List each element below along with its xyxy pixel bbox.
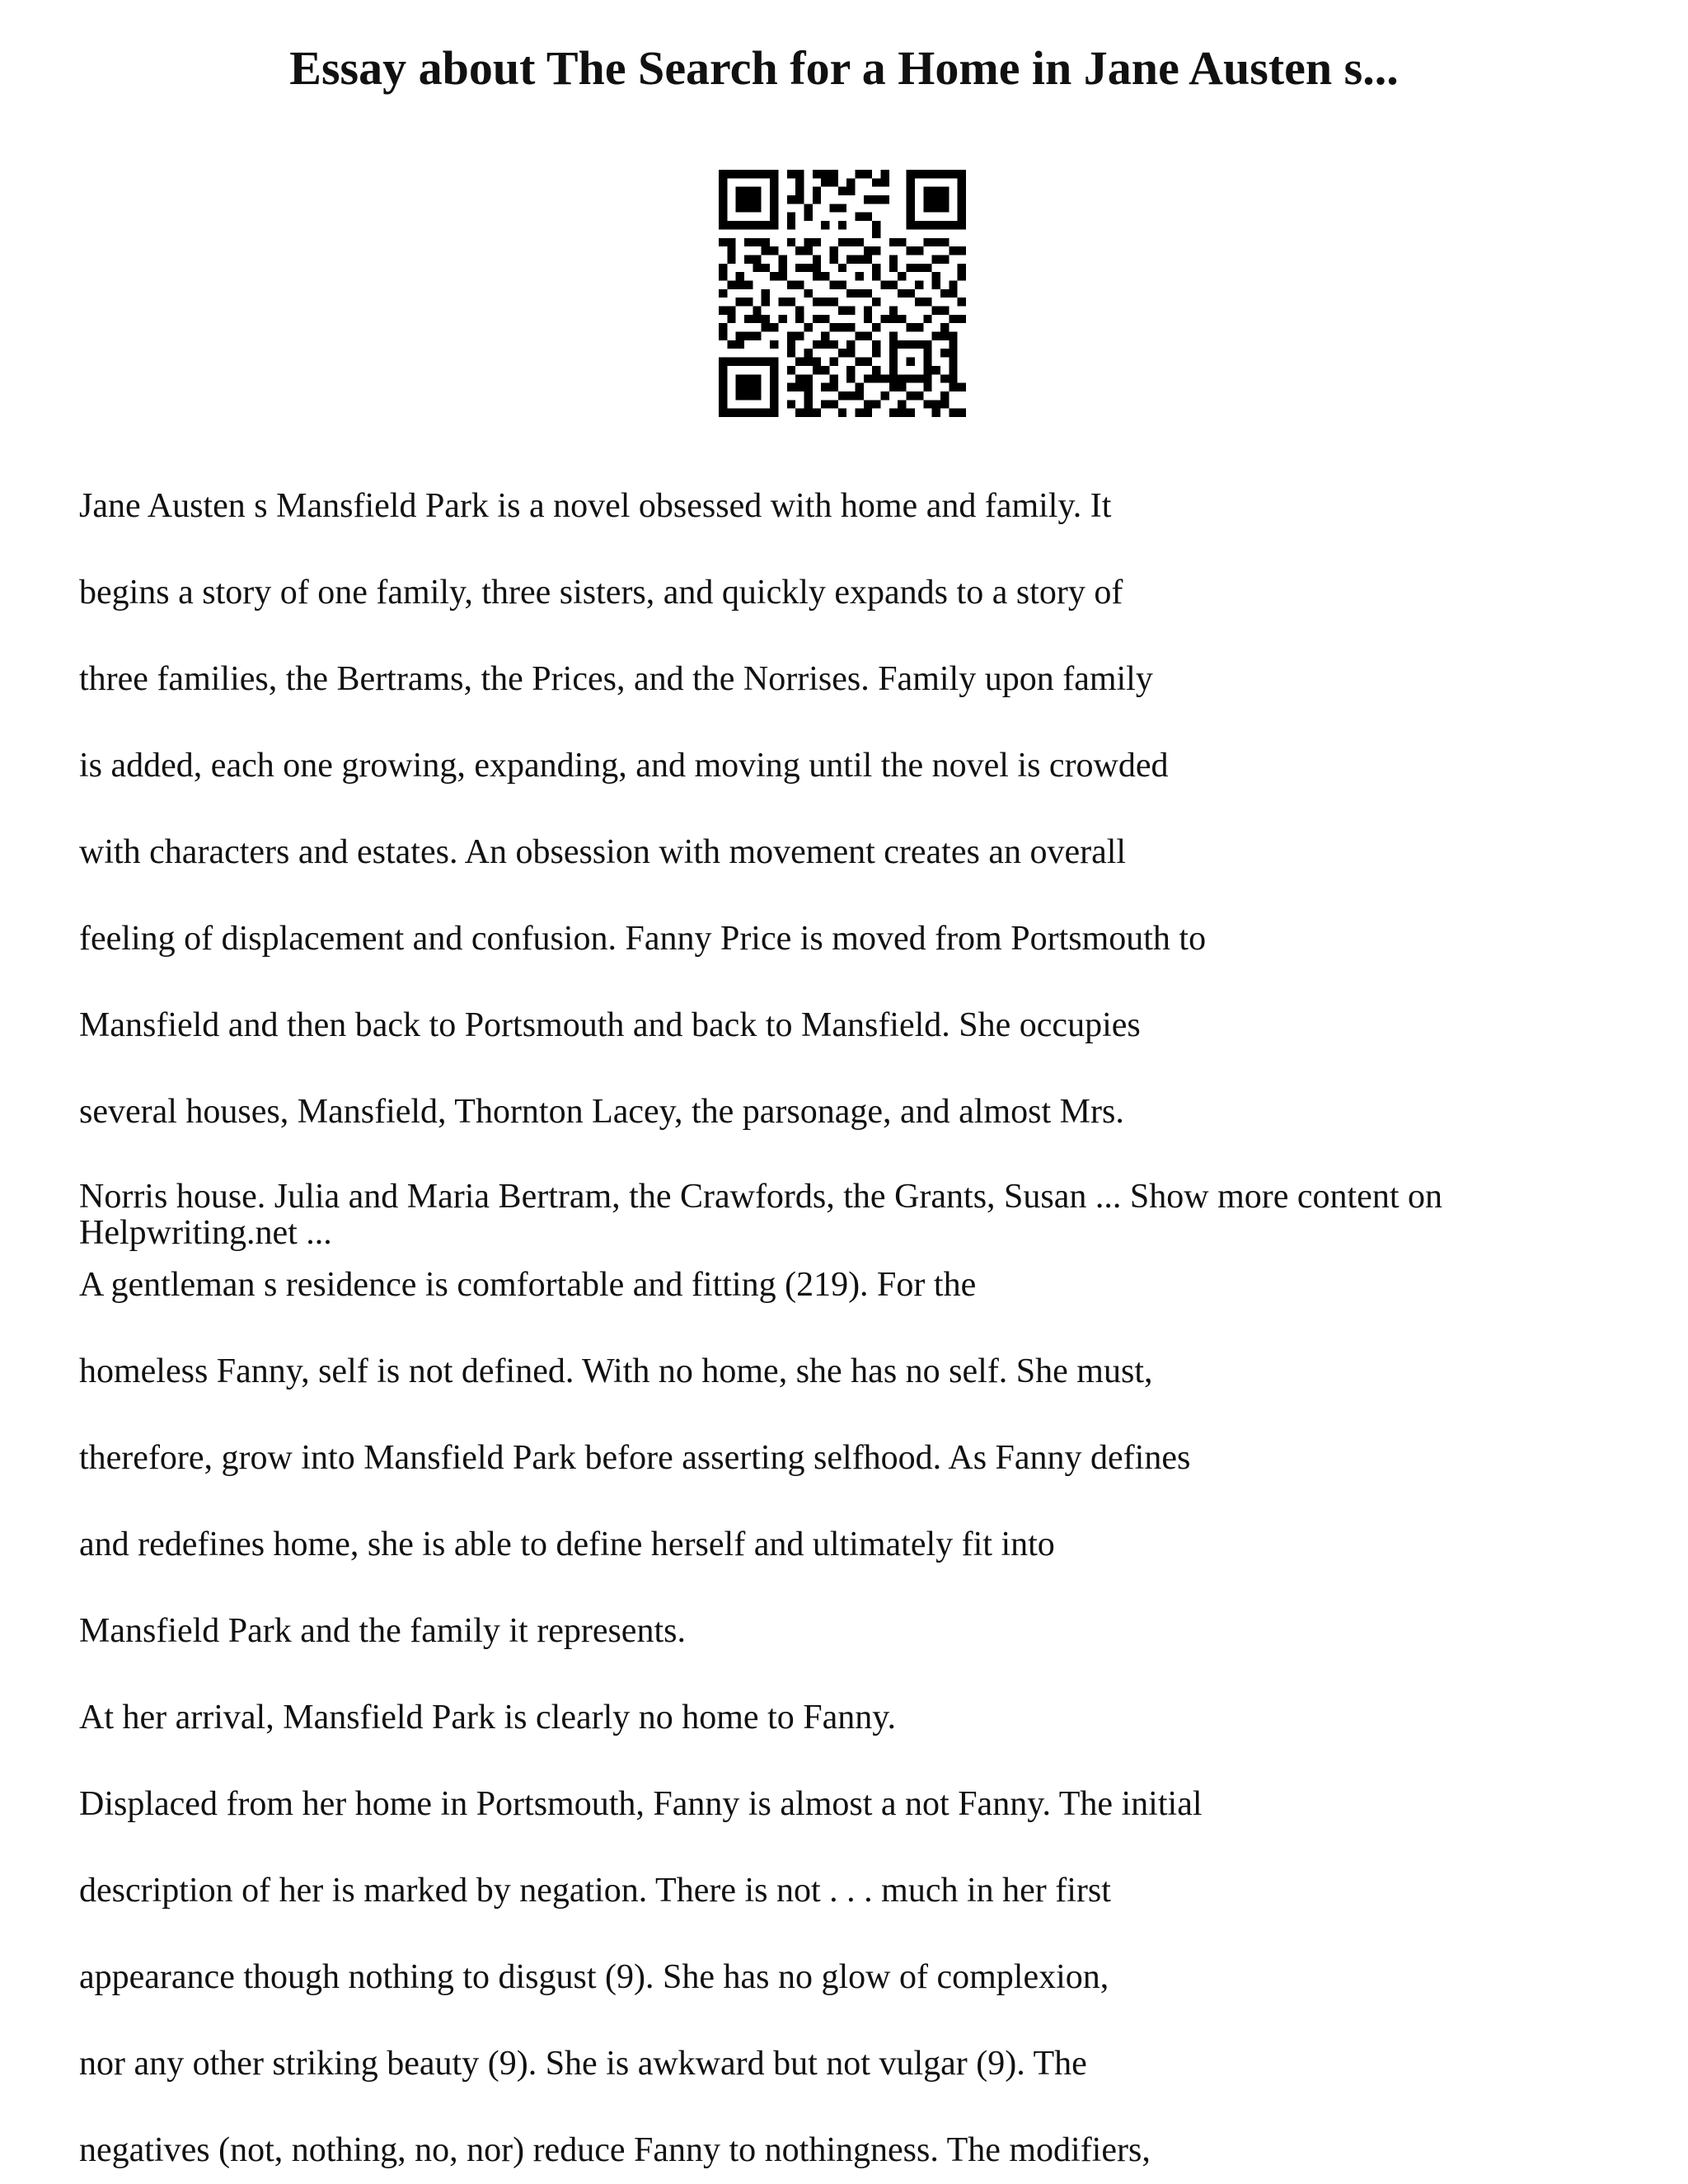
body-line: with characters and estates. An obsession with movement creates an overall xyxy=(79,833,1127,871)
body-line: feeling of displacement and confusion. Fanny Price is moved from Portsmouth to xyxy=(79,920,1207,958)
body-line: appearance though nothing to disgust (9). She has no glow of complexion, xyxy=(79,1958,1109,1996)
body-line: Mansfield and then back to Portsmouth and back to Mansfield. She occupies xyxy=(79,1006,1141,1044)
body-line-show-more: Norris house. Julia and Maria Bertram, the Crawfords, the Grants, Susan ... Show more content on Helpwriting.net ... xyxy=(79,1178,1442,1252)
body-line: description of her is marked by negation. There is not . . . much in her first xyxy=(79,1872,1111,1910)
body-line: and redefines home, she is able to define herself and ultimately fit into xyxy=(79,1526,1055,1563)
page-title: Essay about The Search for a Home in Jane Austen s... xyxy=(289,41,1399,95)
body-line: several houses, Mansfield, Thornton Lacey, the parsonage, and almost Mrs. xyxy=(79,1093,1124,1131)
body-line: begins a story of one family, three sisters, and quickly expands to a story of xyxy=(79,574,1123,612)
body-line: At her arrival, Mansfield Park is clearly no home to Fanny. xyxy=(79,1699,897,1736)
body-line: Displaced from her home in Portsmouth, Fanny is almost a not Fanny. The initial xyxy=(79,1785,1203,1823)
body-line: A gentleman s residence is comfortable and fitting (219). For the xyxy=(79,1266,977,1304)
body-line: homeless Fanny, self is not defined. With no home, she has no self. She must, xyxy=(79,1352,1153,1390)
body-line: therefore, grow into Mansfield Park before asserting selfhood. As Fanny defines xyxy=(79,1439,1191,1477)
body-line: Jane Austen s Mansfield Park is a novel obsessed with home and family. It xyxy=(79,487,1112,525)
qr-code-icon xyxy=(719,170,966,417)
body-line: nor any other striking beauty (9). She is awkward but not vulgar (9). The xyxy=(79,2045,1087,2083)
body-line: three families, the Bertrams, the Prices, and the Norrises. Family upon family xyxy=(79,660,1153,698)
body-line: Mansfield Park and the family it represents. xyxy=(79,1612,686,1650)
body-line: is added, each one growing, expanding, and moving until the novel is crowded xyxy=(79,747,1169,785)
body-line: negatives (not, nothing, no, nor) reduce Fanny to nothingness. The modifiers, xyxy=(79,2131,1151,2169)
